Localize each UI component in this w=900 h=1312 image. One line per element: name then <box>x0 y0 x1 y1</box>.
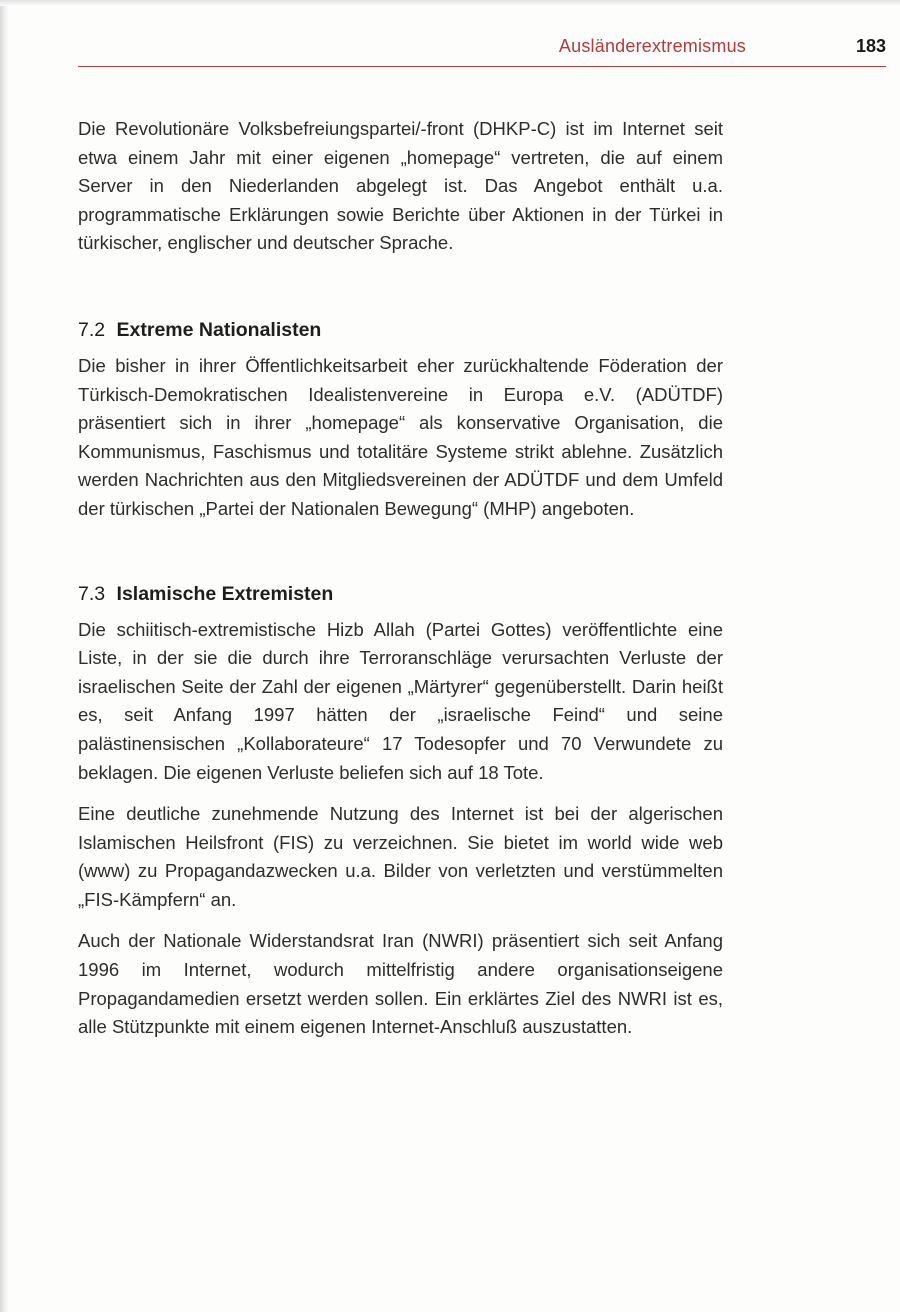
section-heading-7-3 <box>78 580 723 608</box>
page-number: 183 <box>855 36 886 56</box>
running-head-rule <box>78 66 886 67</box>
section-7-2-paragraph: Die bisher in ihrer Öffentlichkeitsarbeit eher zurückhaltende Föderation der Türkisch-Demokratischen Idealistenvereine in Europa e.V. (ADÜTDF) präsentiert sich in ihrer „homepage“ als konservative Organisation, die Kommunismus, Faschismus und totalitäre Systeme strikt ablehne. Zusätzlich werden Nachrichten aus den Mitgliedsvereinen der ADÜTDF und dem Umfeld der türkischen „Partei der Nationalen Bewegung“ (MHP) angeboten. <box>78 354 723 519</box>
section-number: 7.2 <box>78 318 106 341</box>
running-head <box>78 34 886 64</box>
intro-paragraph: Die Revolutionäre Volksbefreiungspartei/-front (DHKP-C) ist im Internet seit etwa einem Jahr mit einer eigenen „homepage“ vertreten, die auf einem Server in den Niederlanden abgelegt ist. Das Angebot enthält u.a. programmatische Erklärungen sowie Berichte über Aktionen in der Türkei in türkischer, englischer und deutscher Sprache. <box>78 118 723 254</box>
section-7-3-paragraph-1: Die schiitisch-extremistische Hizb Allah (Partei Gottes) veröffentlichte eine Liste, in der sie die durch ihre Terroranschläge verursachten Verluste der israelischen Seite der Zahl der eigenen „Märtyrer“ gegenüberstellt. Darin heißt es, seit Anfang 1997 hätten der „israelische Feind“ und seine palästinensischen „Kollaborateure“ 17 Todesopfer und 70 Verwundete zu beklagen. Die eigenen Verluste beliefen sich auf 18 Tote. <box>78 618 723 783</box>
section-7-3-paragraph-3: Auch der Nationale Widerstandsrat Iran (NWRI) präsentiert sich seit Anfang 1996 im Internet, wodurch mittelfristig andere organisationseigene Propagandamedien ersetzt werden sollen. Ein erklärtes Ziel des NWRI ist es, alle Stützpunkte mit einem eigenen Internet-Anschluß auszustatten. <box>78 930 723 1038</box>
page-body <box>78 115 723 1042</box>
running-head-title: Ausländerextremismus <box>558 36 746 56</box>
section-number: 7.3 <box>78 582 106 605</box>
section-title: Islamische Extremisten <box>116 582 334 605</box>
section-title: Extreme Nationalisten <box>116 318 322 341</box>
page-binding-shadow <box>0 0 9 1312</box>
page-top-shadow <box>0 0 900 6</box>
section-7-3-paragraph-2: Eine deutliche zunehmende Nutzung des Internet ist bei der algerischen Islamischen Heilsfront (FIS) zu verzeichnen. Sie bietet im world wide web (www) zu Propagandazwecken u.a. Bilder von verletzten und verstümmelten „FIS-Kämpfern“ an. <box>78 803 723 910</box>
section-heading-7-2 <box>78 316 723 344</box>
